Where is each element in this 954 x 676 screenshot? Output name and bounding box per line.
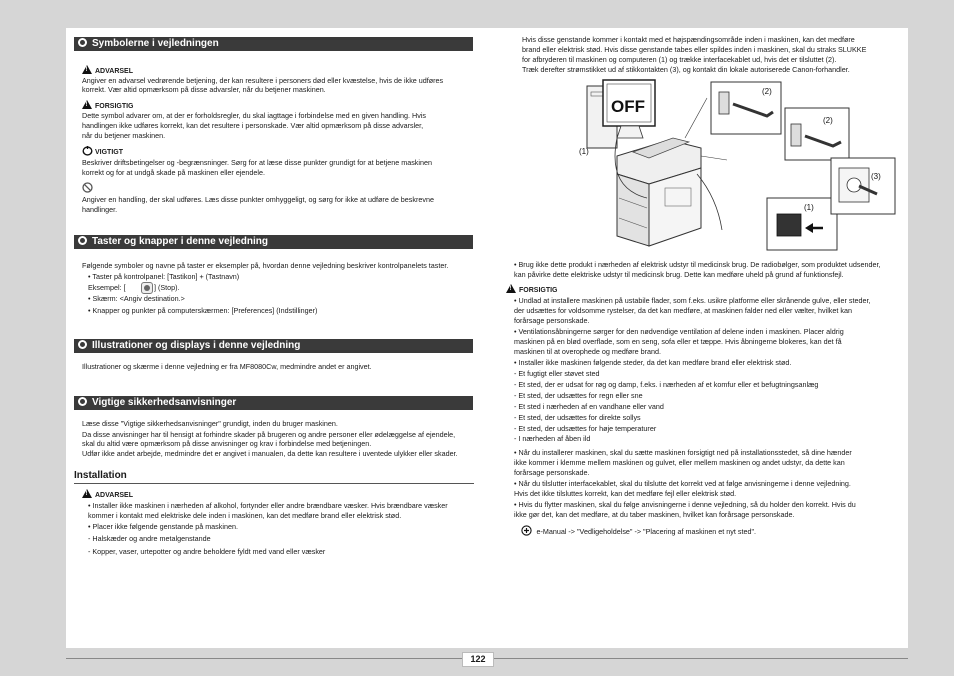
caution-line: maskinen på en blød overflade, som en seng, sofa eller et tæppe. Hvis åbningerne blokeres, kan det få — [514, 337, 842, 346]
caution-line: - Et fugtigt eller støvet sted — [514, 369, 600, 378]
caution-line: • Hvis du flytter maskinen, skal du følge anvisningerne i denne vejledning, så du holder den korrekt. Hvis du — [514, 500, 856, 509]
printer — [617, 138, 701, 246]
installation-rule — [74, 483, 474, 484]
caution-line: forårsage personskade. — [514, 468, 590, 477]
caution-line: Hvis det ikke tilsluttes korrekt, kan det medføre fejl eller elektrisk stød. — [514, 489, 737, 498]
right-top-text-3: for afbryderen til maskinen og computeren (1) og trække interfacekablet ud, hvis det er tilsluttet (2). — [522, 55, 837, 64]
right-top-text-2: brand eller elektrisk stød. Hvis disse genstande tabes eller spildes inden i maskinen, skal du straks SLUKKE — [522, 45, 867, 54]
manual-page — [66, 28, 908, 648]
inst-advarsel-label: !ADVARSEL — [82, 489, 133, 500]
caution-line: forårsage personskade. — [514, 316, 590, 325]
caution-triangle-icon — [82, 100, 92, 109]
caution-line: • Når du tilslutter interfacekablet, skal du tilslutte det korrekt ved at følge anvisningerne i denne vejledning. — [514, 479, 851, 488]
inst-text-1: • Installer ikke maskinen i nærheden af alkohol, fortynder eller andre brændbare væsker. Hvis brændbare væsker — [88, 501, 448, 510]
section-title: Vigtige sikkerhedsanvisninger — [92, 397, 237, 408]
section-header-symbols — [74, 37, 473, 51]
caution-line: maskinen til at overophede og medføre brand. — [514, 347, 662, 356]
section-header-illustrations — [74, 339, 473, 353]
caution-line: - Et sted, der udsættes for direkte sollys — [514, 413, 641, 422]
prohibited-text-1: Angiver en handling, der skal udføres. Læs disse punkter omhyggeligt, og sørg for ikke at udføre de beskrevne — [82, 195, 434, 204]
vigtigt-label: VIGTIGT — [82, 146, 123, 157]
keys-item-1: • Taster på kontrolpanel: [Tastikon] + (Tastnavn) — [88, 272, 240, 281]
forsigtig-label: !FORSIGTIG — [82, 100, 134, 111]
forsigtig-text-3: når du betjener maskinen. — [82, 131, 166, 140]
section-bullet-icon — [78, 340, 87, 349]
medical-text-1: • Brug ikke dette produkt i nærheden af elektrisk udstyr til medicinsk brug. De radiobølger, som produktet udsender, — [514, 260, 881, 269]
reference-icon — [521, 525, 532, 536]
caution-triangle-icon — [506, 284, 516, 293]
caution-line: • Når du installerer maskinen, skal du sætte maskinen forsigtigt ned på installationsstedet, så dine hænder — [514, 448, 852, 457]
keys-intro: Følgende symboler og navne på taster er eksempler på, hvordan denne vejledning beskriver kontrolpanelets taster. — [82, 261, 449, 270]
warning-triangle-icon — [82, 65, 92, 74]
emanual-text: e-Manual -> "Vedligeholdelse" -> "Placering af maskinen et nyt sted". — [536, 527, 757, 536]
forsigtig-text-2: handlingen ikke udføres korrekt, kan det resultere i personskade. Vær altid opmærksom på disse advarsler, — [82, 121, 424, 130]
important-icon — [82, 146, 93, 156]
caution-line: • Undlad at installere maskinen på ustabile flader, som f.eks. usikre platforme eller skrånende gulve, eller steder, — [514, 296, 871, 305]
section-bullet-icon — [78, 38, 87, 47]
safety-text-2: Da disse anvisninger har til hensigt at forhindre skader på brugeren og andre personer eller ødelæggelse af ejendele, — [82, 430, 456, 439]
label-2-bottom: (2) — [823, 116, 833, 125]
prohibited-text-2: handlinger. — [82, 205, 118, 214]
caution-line: • Installer ikke maskinen følgende steder, da det kan medføre brand eller elektrisk stød. — [514, 358, 792, 367]
caution-line: • Ventilationsåbningerne sørger for den nødvendige ventilation af delene inden i maskinen. Placer aldrig — [514, 327, 844, 336]
page-number: 122 — [462, 652, 494, 667]
vigtigt-text-2: korrekt og for at undgå skade på maskinen eller ejendele. — [82, 168, 265, 177]
inst-text-4: - Halskæder og andre metalgenstande — [88, 534, 211, 543]
safety-text-1: Læse disse "Vigtige sikkerhedsanvisninger" grundigt, inden du bruger maskinen. — [82, 419, 338, 428]
safety-text-4: Udfør ikke andet arbejde, medmindre det er angivet i manualen, da dette kan resultere i uventede ulykker eller skader. — [82, 449, 458, 458]
keys-example-prefix: Eksempel: [ — [88, 283, 126, 292]
advarsel-text-2: korrekt. Vær altid opmærksom på disse advarsler, når du betjener maskinen. — [82, 85, 326, 94]
safety-text-3: skal du altid være opmærksom på disse anvisninger og krav i forbindelse med betjeningen. — [82, 439, 372, 448]
illustrations-text: Illustrationer og skærme i denne vejledning er fra MF8080Cw, medmindre andet er angivet. — [82, 362, 372, 371]
keys-example-suffix: ] (Stop). — [154, 283, 180, 292]
label-1-pc: (1) — [579, 147, 589, 156]
caution-line: - Et sted, der udsættes for regn eller sne — [514, 391, 643, 400]
section-bullet-icon — [78, 397, 87, 406]
off-label: OFF — [611, 97, 645, 116]
emanual-ref — [521, 521, 756, 539]
installation-heading: Installation — [74, 470, 127, 481]
prohibited-icon — [82, 182, 93, 193]
inst-text-3: • Placer ikke følgende genstande på maskinen. — [88, 522, 238, 531]
inst-text-5: - Kopper, vaser, urtepotter og andre beholdere fyldt med vand eller væsker — [88, 547, 326, 556]
section-bullet-icon — [78, 236, 87, 245]
caution-line: der udsættes for voldsomme rystelser, da det kan medføre, at maskinen falder ned eller vælter, hvilket kan — [514, 306, 852, 315]
inst-text-2: kommer i kontakt med elektriske dele inden i maskinen, kan det medføre brand eller elektrisk stød. — [88, 511, 402, 520]
caution-line: - I nærheden af åben ild — [514, 434, 591, 443]
section-title: Taster og knapper i denne vejledning — [92, 236, 268, 247]
label-2-top: (2) — [762, 87, 772, 96]
section-header-keys — [74, 235, 473, 249]
power-off-illustration — [577, 78, 907, 254]
advarsel-label: !ADVARSEL — [82, 65, 133, 76]
keys-item-3: • Knapper og punkter på computerskærmen: [Preferences] (Indstillinger) — [88, 306, 318, 315]
caution-line: - Et sted, der udsættes for høje temperaturer — [514, 424, 657, 433]
caution-line: ikke gør det, kan det medføre, at du taber maskinen, hvilket kan forårsage personskade. — [514, 510, 795, 519]
label-3: (3) — [871, 172, 881, 181]
warning-triangle-icon — [82, 489, 92, 498]
section-title: Symbolerne i vejledningen — [92, 38, 219, 49]
section-title: Illustrationer og displays i denne vejledning — [92, 340, 301, 351]
caution-line: ikke kommer i klemme mellem maskinen og gulvet, eller mellem maskinen og andet udstyr, da dette kan — [514, 458, 845, 467]
right-top-text-1: Hvis disse genstande kommer i kontakt med et højspændingsområde inden i maskinen, kan det medføre — [522, 35, 855, 44]
caution-line: - Et sted i nærheden af en vandhane eller vand — [514, 402, 664, 411]
medical-text-2: kan påvirke dette elektriske udstyr til medicinsk brug. Dette kan medføre uheld på grund af funktionsfejl. — [514, 270, 844, 279]
right-top-text-4: Træk derefter strømstikket ud af stikkontakten (3), og kontakt din lokale autoriserede Canon-forhandler. — [522, 65, 850, 74]
vigtigt-text-1: Beskriver driftsbetingelser og -begrænsninger. Sørg for at læse disse punkter grundigt for at betjene maskinen — [82, 158, 432, 167]
forsigtig-text-1: Dette symbol advarer om, at der er forholdsregler, du skal iagttage i forbindelse med en given handling. Hvis — [82, 111, 426, 120]
right-forsigtig-label: !FORSIGTIG — [506, 284, 558, 295]
section-header-safety — [74, 396, 473, 410]
caution-line: - Et sted, der er udsat for røg og damp, f.eks. i nærheden af et komfur eller et befugtningsanlæg — [514, 380, 819, 389]
label-1-switch: (1) — [804, 203, 814, 212]
stop-key-icon — [141, 282, 153, 294]
advarsel-text-1: Angiver en advarsel vedrørende betjening, der kan resultere i personers død eller kvæstelse, hvis de ikke udføres — [82, 76, 444, 85]
keys-item-2: • Skærm: <Angiv destination.> — [88, 294, 185, 303]
